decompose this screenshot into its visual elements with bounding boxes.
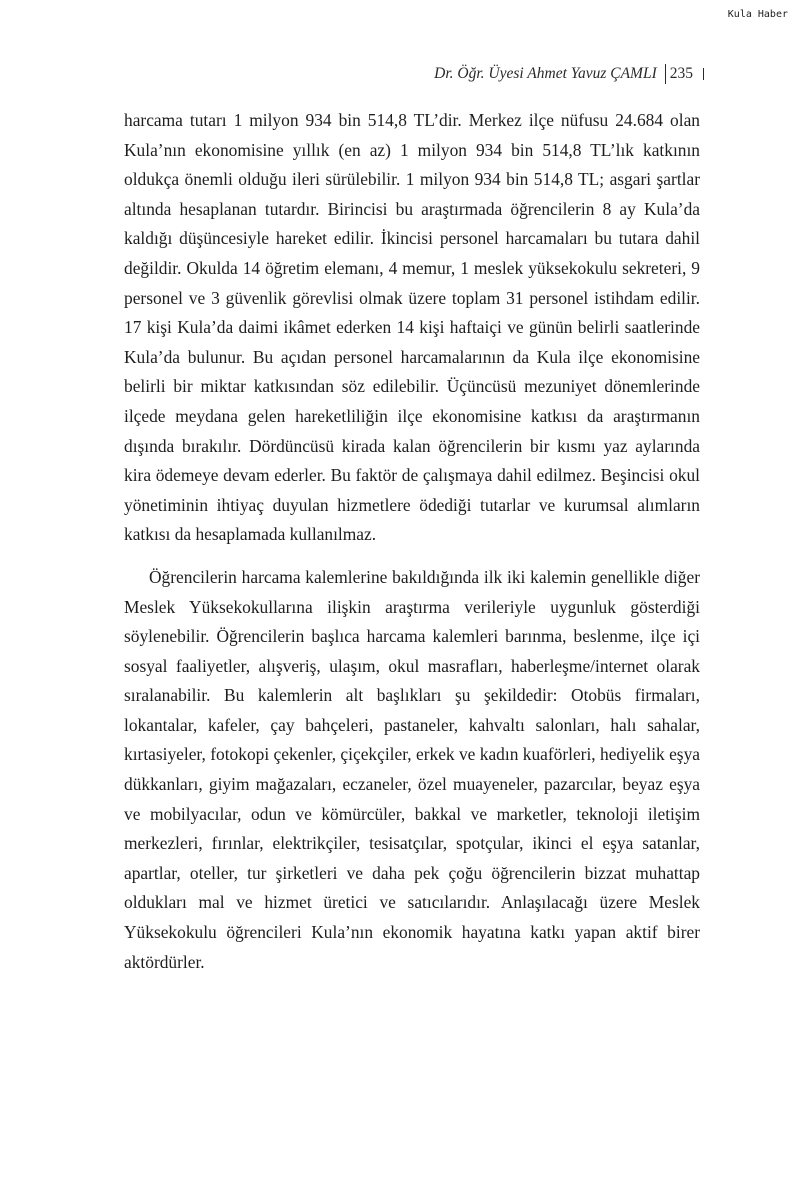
paragraph: Öğrencilerin harcama kalemlerine bakıldığında ilk iki kalemin genellikle diğer Meslek Yüksekokullarına ilişkin araştırma verileriyle uygunluk gösterdiği söylenebilir. Öğrencilerin başlıca harcama kalemleri barınma, beslenme, ilçe içi sosyal faaliyetler, alışveriş, ulaşım, okul masrafları, haberleşme/internet olarak sıralanabilir. Bu kalemlerin alt başlıkları şu şekildedir: Otobüs firmaları, lokantalar, kafeler, çay bahçeleri, pastaneler, kahvaltı salonları, halı sahalar, kırtasiyeler, fotokopi çekenler, çiçekçiler, erkek ve kadın kuaförleri, hediyelik eşya dükkanları, giyim mağazaları, eczaneler, özel muayeneler, pazarcılar, beyaz eşya ve mobilyacılar, odun ve kömürcüler, bakkal ve marketler, teknoloji iletişim merkezleri, fırınlar, elektrikçiler, tesisatçılar, spotçular, ikinci el eşya satanlar, apartlar, oteller, tur şirketleri ve daha pek çoğu öğrencilerin bizzat muhattap oldukları mal ve hizmet üretici ve satıcılarıdır. Anlaşılacağı üzere Meslek Yüksekokulu öğrencileri Kula’nın ekonomik hayatına katkı yapan aktif birer aktördürler. [124,566,700,972]
running-head-tail-bar [703,68,704,80]
running-head-divider [665,64,666,84]
watermark: Kula Haber [727,9,788,20]
paragraph: harcama tutarı 1 milyon 934 bin 514,8 TL’dir. Merkez ilçe nüfusu 24.684 olan Kula’nın ekonomisine yıllık (en az) 1 milyon 934 bin 514,8 TL’lık katkının oldukça önemli olduğu ileri sürülebilir. 1 milyon 934 bin 514,8 TL; asgari şartlar altında hesaplanan tutardır. Birincisi bu araştırmada öğrencilerin 8 ay Kula’da kaldığı düşüncesiyle hareket edilir. İkincisi personel harcamaları bu tutara dahil değildir. Okulda 14 öğretim elemanı, 4 memur, 1 meslek yüksekokulu sekreteri, 9 personel ve 3 güvenlik görevlisi olmak üzere toplam 31 personel istihdam edilir. 17 kişi Kula’da daimi ikâmet ederken 14 kişi haftaiçi ve günün belirli saatlerinde Kula’da bulunur. Bu açıdan personel harcamalarının da Kula ilçe ekonomisine belirli bir miktar katkısından söz edilebilir. Üçüncüsü mezuniyet dönemlerinde ilçede meydana gelen hareketliliğin ilçe ekonomisine katkısı da araştırmanın dışında bırakılır. Dördüncüsü kirada kalan öğrencilerin bir kısmı yaz aylarında kira ödemeye devam ederler. Bu faktör de çalışmaya dahil edilmez. Beşincisi okul yönetiminin ihtiyaç duyulan hizmetlere ödediği tutarlar ve kurumsal alımların katkısı da hesaplamada kullanılmaz. [124,110,700,545]
page-number: 235 [669,65,693,82]
running-head-author: Dr. Öğr. Üyesi Ahmet Yavuz ÇAMLI [434,65,657,82]
running-head [434,64,704,84]
body-text [124,106,700,977]
